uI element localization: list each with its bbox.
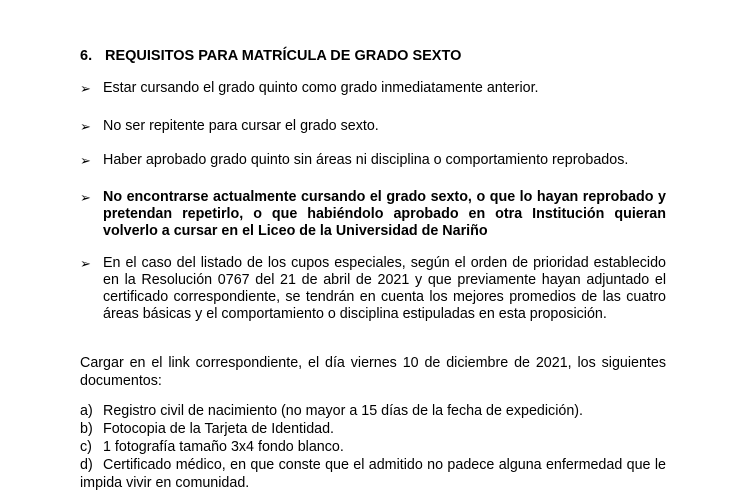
arrow-bullet-icon: ➢ [80,153,91,168]
requirement-text: No ser repitente para cursar el grado sexto. [103,118,379,134]
document-letter: b) [80,421,93,437]
document-text: Registro civil de nacimiento (no mayor a 15 días de la fecha de expedición). [103,403,583,419]
requirement-item-bold [80,189,666,240]
document-text: Certificado médico, en que conste que el admitido no padece alguna enfermedad que le impida vivir en comunidad. [80,457,666,491]
document-text: 1 fotografía tamaño 3x4 fondo blanco. [103,439,344,455]
arrow-bullet-icon: ➢ [80,190,91,205]
requirement-item [80,118,666,135]
arrow-bullet-icon: ➢ [80,119,91,134]
requirement-text: En el caso del listado de los cupos especiales, según el orden de prioridad establecido en la Resolución 0767 del 21 de abril de 2021 y que previamente hayan adjuntado el certificado correspondiente, se tendrán en cuenta los mejores promedios de las cuatro áreas básicas y el comportamiento o disciplina estipuladas en esta proposición. [103,255,666,322]
instructions-paragraph: Cargar en el link correspondiente, el día viernes 10 de diciembre de 2021, los siguientes documentos: [80,355,666,389]
document-letter: a) [80,403,93,419]
requirement-text: Haber aprobado grado quinto sin áreas ni disciplina o comportamiento reprobados. [103,152,629,168]
document-item [80,402,666,420]
requirement-item [80,255,666,323]
requirement-text: No encontrarse actualmente cursando el grado sexto, o que lo hayan reprobado y pretendan repetirlo, o que habiéndolo aprobado en otra Institución quieran volverlo a cursar en el Liceo de la Universidad de Nariño [103,189,666,239]
requirement-item [80,152,666,169]
document-item [80,456,666,492]
section-heading [80,48,461,64]
document-letter: c) [80,439,92,455]
requirement-text: Estar cursando el grado quinto como grado inmediatamente anterior. [103,80,539,96]
arrow-bullet-icon: ➢ [80,81,91,96]
requirement-item [80,80,666,97]
document-item [80,420,666,438]
document-text: Fotocopia de la Tarjeta de Identidad. [103,421,335,437]
section-title: REQUISITOS PARA MATRÍCULA DE GRADO SEXTO [105,48,462,64]
section-number: 6. [80,48,93,64]
documents-list [80,402,666,492]
document-letter: d) [80,457,93,473]
document-item [80,438,666,456]
arrow-bullet-icon: ➢ [80,256,91,271]
